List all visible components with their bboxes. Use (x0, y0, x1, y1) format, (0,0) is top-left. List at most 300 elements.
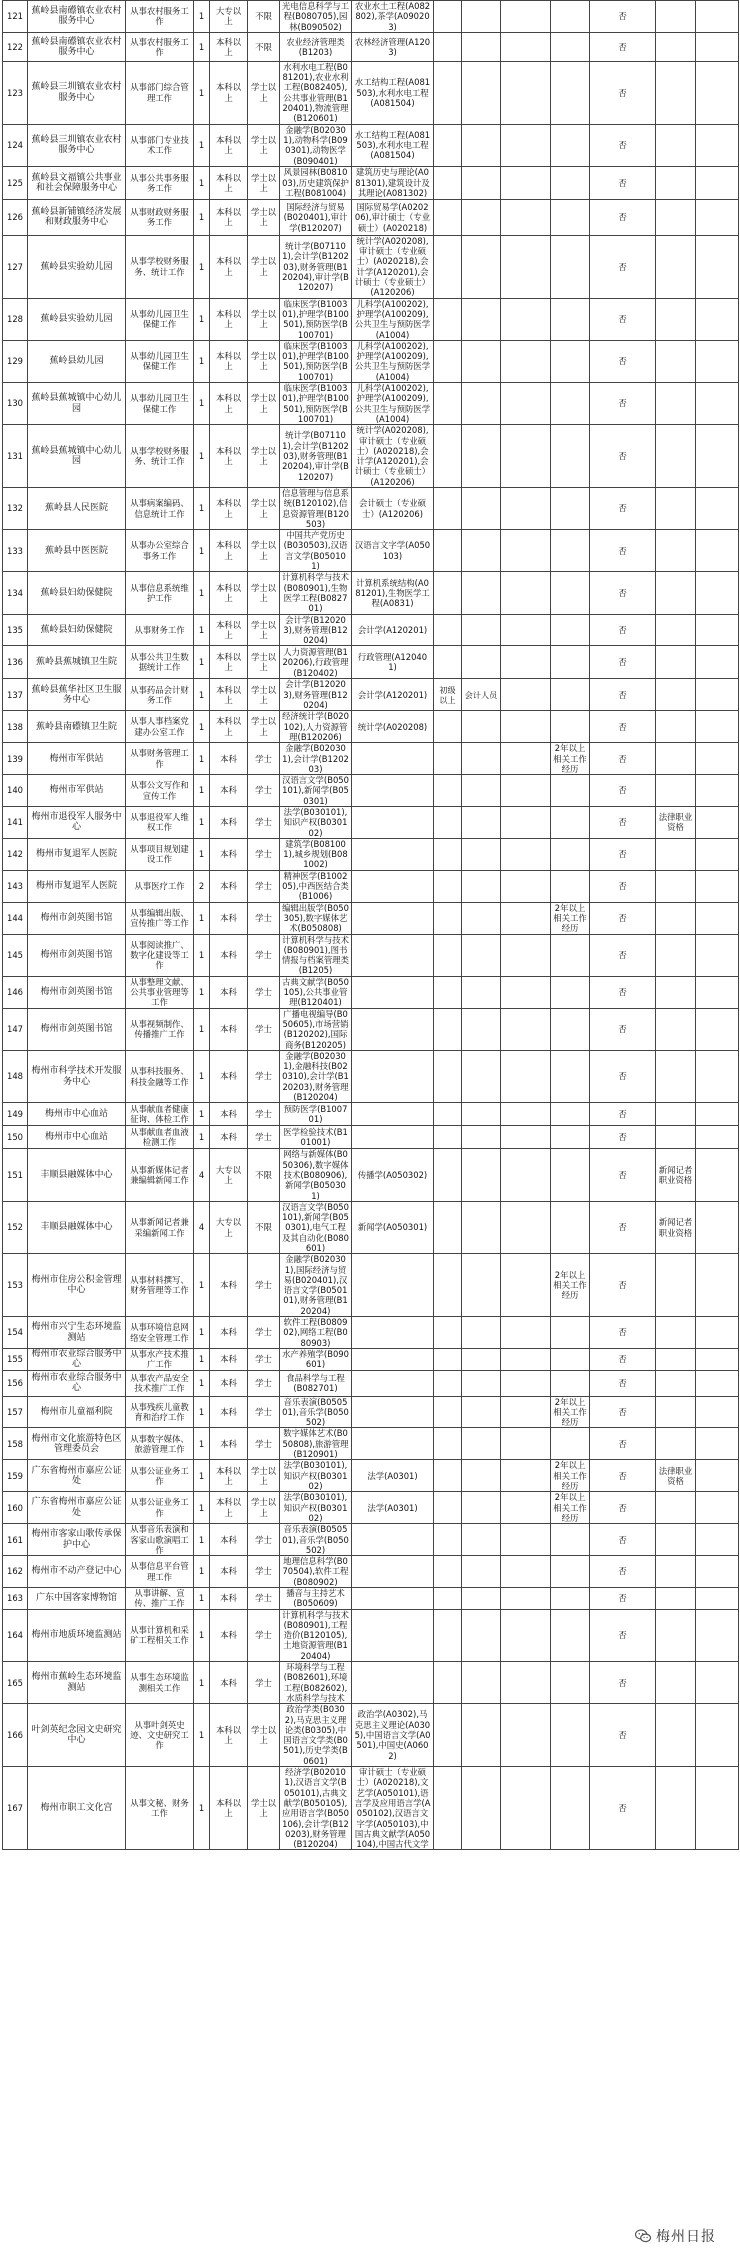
cell-major-2 (352, 1126, 434, 1149)
cell-title (462, 1201, 501, 1253)
cell-major-1: 人力资源管理(B120206),行政管理(B120402) (280, 646, 352, 679)
cell-level (501, 1050, 551, 1102)
cell-post: 从事文秘、财务工作 (126, 1767, 194, 1850)
cell-major-1: 广播电视编导(B050605),市场营销(B120202),国际商务(B120205) (280, 1008, 352, 1050)
cell-note: 法律职业资格 (656, 1460, 696, 1492)
cell-title (462, 1348, 501, 1370)
table-row (3, 902, 739, 934)
cell-unit: 梅州市科学技术开发服务中心 (28, 1050, 126, 1102)
table-row (3, 807, 739, 839)
cell-experience (551, 572, 590, 614)
cell-level (501, 614, 551, 646)
cell-major-2: 农业水土工程(A082802),茶学(A090203) (352, 1, 434, 33)
cell-major-1: 播音与主持艺术(B050609) (280, 1588, 352, 1610)
cell-unit: 蕉岭县蕉城镇中心幼儿园 (28, 383, 126, 425)
cell-count: 1 (194, 425, 210, 488)
cell-count: 1 (194, 976, 210, 1008)
cell-unit: 梅州市中心血站 (28, 1126, 126, 1149)
table-row (3, 934, 739, 976)
cell-major-3 (434, 743, 462, 775)
cell-experience (551, 1201, 590, 1253)
cell-major-2: 汉语言文字学(A050103) (352, 530, 434, 572)
cell-experience (551, 425, 590, 488)
cell-post: 从事幼儿园卫生保健工作 (126, 340, 194, 382)
cell-remark (696, 425, 739, 488)
cell-remark (696, 1201, 739, 1253)
cell-post: 从事幼儿园卫生保健工作 (126, 298, 194, 340)
cell-edu: 本科以上 (210, 124, 248, 166)
cell-title (462, 1317, 501, 1349)
cell-title (462, 32, 501, 61)
cell-level (501, 1201, 551, 1253)
cell-count: 1 (194, 199, 210, 235)
cell-title (462, 425, 501, 488)
cell-edu: 本科以上 (210, 425, 248, 488)
table-row (3, 1588, 739, 1610)
cell-title (462, 807, 501, 839)
cell-experience (551, 1767, 590, 1850)
cell-level (501, 870, 551, 902)
cell-major-1: 地理信息科学(B070504),软件工程(B080902) (280, 1556, 352, 1588)
cell-edu: 本科 (210, 1254, 248, 1317)
cell-degree: 学士 (248, 775, 280, 807)
cell-post: 从事水产技术推广工作 (126, 1348, 194, 1370)
cell-title (462, 530, 501, 572)
cell-major-2 (352, 1428, 434, 1460)
cell-experience (551, 870, 590, 902)
cell-major-1: 编辑出版学(B050305),数字媒体艺术(B050808) (280, 902, 352, 934)
cell-post: 从事公文写作和宣传工作 (126, 775, 194, 807)
cell-remark (696, 32, 739, 61)
cell-experience (551, 679, 590, 711)
cell-edu: 本科 (210, 1370, 248, 1396)
cell-other: 否 (590, 1588, 656, 1610)
cell-remark (696, 646, 739, 679)
cell-level (501, 976, 551, 1008)
cell-unit: 蕉岭县三圳镇农业农村服务中心 (28, 61, 126, 124)
cell-experience (551, 934, 590, 976)
cell-note (656, 1492, 696, 1524)
cell-other: 否 (590, 298, 656, 340)
watermark (628, 2223, 724, 2249)
cell-title (462, 838, 501, 870)
cell-no: 162 (3, 1556, 28, 1588)
table-row (3, 1050, 739, 1102)
cell-edu: 大专以上 (210, 1201, 248, 1253)
cell-no: 143 (3, 870, 28, 902)
cell-note (656, 340, 696, 382)
table-row (3, 1524, 739, 1556)
cell-remark (696, 383, 739, 425)
table-row (3, 1254, 739, 1317)
cell-edu: 本科 (210, 1662, 248, 1704)
cell-remark (696, 1662, 739, 1704)
cell-unit: 梅州市蕉岭生态环境监测站 (28, 1662, 126, 1704)
cell-major-3 (434, 902, 462, 934)
cell-note (656, 1704, 696, 1767)
cell-remark (696, 1008, 739, 1050)
cell-title (462, 61, 501, 124)
cell-degree: 学士以上 (248, 235, 280, 298)
cell-note (656, 1588, 696, 1610)
cell-edu: 本科 (210, 1126, 248, 1149)
cell-major-3 (434, 1103, 462, 1126)
cell-major-3 (434, 807, 462, 839)
cell-major-2: 建筑历史与理论(A081301),建筑设计及其理论(A081302) (352, 166, 434, 199)
cell-note (656, 1103, 696, 1126)
cell-degree: 学士以上 (248, 530, 280, 572)
cell-level (501, 679, 551, 711)
cell-remark (696, 1317, 739, 1349)
cell-other: 否 (590, 1149, 656, 1201)
cell-edu: 本科 (210, 1317, 248, 1349)
cell-level (501, 425, 551, 488)
cell-remark (696, 934, 739, 976)
cell-remark (696, 807, 739, 839)
cell-experience: 2年以上相关工作经历 (551, 1254, 590, 1317)
cell-remark (696, 711, 739, 743)
cell-post: 从事部门综合管理工作 (126, 61, 194, 124)
cell-major-1: 国际经济与贸易(B020401),审计学(B120207) (280, 199, 352, 235)
cell-other: 否 (590, 1317, 656, 1349)
cell-title (462, 1588, 501, 1610)
cell-level (501, 1767, 551, 1850)
cell-note (656, 530, 696, 572)
cell-level (501, 1149, 551, 1201)
cell-count: 1 (194, 1662, 210, 1704)
table-row (3, 1370, 739, 1396)
cell-experience (551, 646, 590, 679)
cell-title (462, 383, 501, 425)
cell-major-1: 中国共产党历史(B030503),汉语言文学(B050101) (280, 530, 352, 572)
cell-level (501, 838, 551, 870)
cell-experience (551, 1149, 590, 1201)
cell-major-3 (434, 1254, 462, 1317)
cell-note (656, 1396, 696, 1428)
cell-experience (551, 235, 590, 298)
cell-major-1: 光电信息科学与工程(B080705),园林(B090502) (280, 1, 352, 33)
cell-major-2 (352, 1556, 434, 1588)
cell-unit: 梅州市中心血站 (28, 1103, 126, 1126)
cell-major-3 (434, 1348, 462, 1370)
cell-unit: 梅州市文化旅游特色区管理委员会 (28, 1428, 126, 1460)
cell-no: 139 (3, 743, 28, 775)
cell-level (501, 1609, 551, 1661)
cell-note (656, 870, 696, 902)
cell-unit: 蕉岭县新铺镇经济发展和财政服务中心 (28, 199, 126, 235)
cell-no: 126 (3, 199, 28, 235)
cell-degree: 学士 (248, 976, 280, 1008)
cell-count: 1 (194, 1, 210, 33)
cell-major-3 (434, 32, 462, 61)
cell-note (656, 487, 696, 529)
cell-title (462, 646, 501, 679)
cell-count: 1 (194, 838, 210, 870)
cell-post: 从事信息平台管理工作 (126, 1556, 194, 1588)
cell-unit: 蕉岭县南礤镇农业农村服务中心 (28, 32, 126, 61)
cell-other: 否 (590, 646, 656, 679)
cell-remark (696, 1348, 739, 1370)
cell-count: 1 (194, 298, 210, 340)
cell-title (462, 298, 501, 340)
cell-major-3 (434, 1428, 462, 1460)
cell-unit: 蕉岭县实验幼儿园 (28, 235, 126, 298)
cell-note (656, 743, 696, 775)
cell-remark (696, 235, 739, 298)
cell-no: 132 (3, 487, 28, 529)
cell-degree: 学士以上 (248, 1492, 280, 1524)
cell-edu: 本科以上 (210, 235, 248, 298)
cell-post: 从事财务工作 (126, 614, 194, 646)
table-row (3, 743, 739, 775)
cell-post: 从事献血者健康征询、体检工作 (126, 1103, 194, 1126)
cell-count: 1 (194, 743, 210, 775)
table-row (3, 976, 739, 1008)
table-row (3, 235, 739, 298)
cell-level (501, 530, 551, 572)
cell-level (501, 711, 551, 743)
cell-count: 1 (194, 1396, 210, 1428)
cell-unit: 梅州市职工文化宫 (28, 1767, 126, 1850)
cell-major-2: 会计硕士（专业硕士）(A120206) (352, 487, 434, 529)
cell-other: 否 (590, 166, 656, 199)
cell-note (656, 1008, 696, 1050)
cell-post: 从事学校财务服务、统计工作 (126, 235, 194, 298)
cell-edu: 本科 (210, 1588, 248, 1610)
cell-degree: 学士以上 (248, 487, 280, 529)
table-row (3, 1460, 739, 1492)
cell-degree: 学士以上 (248, 61, 280, 124)
cell-no: 159 (3, 1460, 28, 1492)
cell-major-3 (434, 934, 462, 976)
cell-edu: 本科 (210, 838, 248, 870)
cell-other: 否 (590, 976, 656, 1008)
cell-title (462, 124, 501, 166)
cell-major-3 (434, 1050, 462, 1102)
cell-level (501, 646, 551, 679)
cell-other: 否 (590, 1348, 656, 1370)
cell-level (501, 166, 551, 199)
cell-unit: 广东省梅州市嘉应公证处 (28, 1492, 126, 1524)
cell-edu: 本科以上 (210, 679, 248, 711)
cell-experience (551, 1126, 590, 1149)
cell-remark (696, 1254, 739, 1317)
cell-post: 从事数字媒体、旅游管理工作 (126, 1428, 194, 1460)
cell-post: 从事视频制作、传播推广工作 (126, 1008, 194, 1050)
cell-count: 1 (194, 1767, 210, 1850)
cell-other: 否 (590, 1370, 656, 1396)
cell-level (501, 235, 551, 298)
cell-level (501, 1, 551, 33)
cell-experience (551, 166, 590, 199)
cell-post: 从事公证业务工作 (126, 1492, 194, 1524)
cell-other: 否 (590, 340, 656, 382)
cell-other: 否 (590, 614, 656, 646)
cell-count: 1 (194, 1126, 210, 1149)
cell-level (501, 1460, 551, 1492)
cell-level (501, 383, 551, 425)
cell-major-2: 统计学(A020208),审计硕士（专业硕士）(A020218),会计学(A120201),会计硕士（专业硕士）(A120206) (352, 235, 434, 298)
cell-title (462, 572, 501, 614)
cell-remark (696, 124, 739, 166)
cell-degree: 学士以上 (248, 383, 280, 425)
cell-experience (551, 1588, 590, 1610)
cell-other: 否 (590, 425, 656, 488)
cell-count: 1 (194, 614, 210, 646)
cell-post: 从事计算机和采矿工程相关工作 (126, 1609, 194, 1661)
cell-major-3 (434, 1201, 462, 1253)
cell-unit: 丰顺县融媒体中心 (28, 1149, 126, 1201)
cell-no: 130 (3, 383, 28, 425)
cell-major-1: 环境科学与工程(B082601),环境工程(B082602),水质科学与技术 (280, 1662, 352, 1704)
cell-major-1: 会计学(B120203),财务管理(B120204) (280, 614, 352, 646)
cell-title (462, 902, 501, 934)
cell-degree: 学士 (248, 1348, 280, 1370)
cell-note (656, 679, 696, 711)
table-row (3, 572, 739, 614)
cell-major-1: 计算机科学与技术(B080901),工程造价(B120105),土地资源管理(B120404) (280, 1609, 352, 1661)
cell-level (501, 902, 551, 934)
cell-edu: 本科 (210, 1103, 248, 1126)
cell-degree: 学士 (248, 1317, 280, 1349)
cell-major-1: 临床医学(B100301),护理学(B100501),预防医学(B100701) (280, 340, 352, 382)
table-row (3, 61, 739, 124)
cell-remark (696, 1050, 739, 1102)
cell-degree: 学士 (248, 1428, 280, 1460)
cell-major-3 (434, 1396, 462, 1428)
cell-unit: 梅州市军供站 (28, 743, 126, 775)
cell-major-1: 法学(B030101),知识产权(B030102) (280, 807, 352, 839)
cell-count: 2 (194, 870, 210, 902)
cell-level (501, 1428, 551, 1460)
cell-edu: 本科以上 (210, 1492, 248, 1524)
cell-experience (551, 976, 590, 1008)
cell-remark (696, 1126, 739, 1149)
cell-post: 从事农产品安全技术推广工作 (126, 1370, 194, 1396)
cell-unit: 蕉岭县南礤镇农业农村服务中心 (28, 1, 126, 33)
cell-major-1: 金融学(B020301),动物科学(B090301),动物医学(B090401) (280, 124, 352, 166)
cell-level (501, 32, 551, 61)
cell-level (501, 743, 551, 775)
cell-experience (551, 383, 590, 425)
cell-major-2: 传播学(A050302) (352, 1149, 434, 1201)
cell-major-2 (352, 976, 434, 1008)
cell-other: 否 (590, 711, 656, 743)
cell-count: 1 (194, 340, 210, 382)
cell-major-2: 新闻学(A050301) (352, 1201, 434, 1253)
cell-major-2: 行政管理(A120401) (352, 646, 434, 679)
cell-major-2 (352, 1370, 434, 1396)
cell-major-2: 政治学(A0302),马克思主义理论(A0305),中国语言文学(A0501),中国史(A0602) (352, 1704, 434, 1767)
cell-degree: 学士 (248, 902, 280, 934)
cell-count: 1 (194, 166, 210, 199)
cell-note (656, 572, 696, 614)
cell-major-3 (434, 1662, 462, 1704)
cell-major-3 (434, 838, 462, 870)
cell-no: 141 (3, 807, 28, 839)
cell-major-3 (434, 199, 462, 235)
cell-other: 否 (590, 1609, 656, 1661)
cell-note (656, 1126, 696, 1149)
cell-level (501, 61, 551, 124)
cell-level (501, 1317, 551, 1349)
cell-unit: 蕉岭县文福镇公共事业和社会保障服务中心 (28, 166, 126, 199)
cell-other: 否 (590, 199, 656, 235)
table-row (3, 298, 739, 340)
table-row (3, 1492, 739, 1524)
cell-count: 1 (194, 1103, 210, 1126)
table-row (3, 530, 739, 572)
cell-title (462, 1556, 501, 1588)
cell-unit: 广东省梅州市嘉应公证处 (28, 1460, 126, 1492)
cell-edu: 本科 (210, 870, 248, 902)
cell-degree: 不限 (248, 1, 280, 33)
cell-major-1: 食品科学与工程(B082701) (280, 1370, 352, 1396)
cell-other: 否 (590, 902, 656, 934)
cell-major-3 (434, 1524, 462, 1556)
cell-major-1: 农业经济管理类(B1203) (280, 32, 352, 61)
cell-remark (696, 340, 739, 382)
cell-major-1: 预防医学(B100701) (280, 1103, 352, 1126)
cell-degree: 学士以上 (248, 166, 280, 199)
cell-no: 155 (3, 1348, 28, 1370)
cell-edu: 本科以上 (210, 61, 248, 124)
cell-major-3 (434, 1370, 462, 1396)
cell-unit: 蕉岭县南礤镇卫生院 (28, 711, 126, 743)
cell-experience (551, 1050, 590, 1102)
cell-major-2: 计算机系统结构(A081201),生物医学工程(A0831) (352, 572, 434, 614)
cell-note (656, 1348, 696, 1370)
cell-other: 否 (590, 1008, 656, 1050)
cell-experience (551, 1524, 590, 1556)
cell-degree: 学士以上 (248, 199, 280, 235)
cell-degree: 学士 (248, 838, 280, 870)
cell-degree: 学士以上 (248, 124, 280, 166)
cell-remark (696, 1103, 739, 1126)
cell-no: 140 (3, 775, 28, 807)
cell-title (462, 1370, 501, 1396)
cell-count: 1 (194, 934, 210, 976)
cell-degree: 学士以上 (248, 1767, 280, 1850)
cell-note: 新闻记者职业资格 (656, 1149, 696, 1201)
cell-unit: 梅州市兴宁生态环境监测站 (28, 1317, 126, 1349)
cell-post: 从事办公室综合事务工作 (126, 530, 194, 572)
cell-unit: 蕉岭县蕉华社区卫生服务中心 (28, 679, 126, 711)
cell-level (501, 1008, 551, 1050)
cell-other: 否 (590, 1396, 656, 1428)
cell-major-3 (434, 870, 462, 902)
cell-note: 新闻记者职业资格 (656, 1201, 696, 1253)
cell-no: 135 (3, 614, 28, 646)
cell-unit: 蕉岭县实验幼儿园 (28, 298, 126, 340)
cell-level (501, 1396, 551, 1428)
cell-note (656, 383, 696, 425)
cell-major-1: 经济统计学(B020102),人力资源管理(B120206) (280, 711, 352, 743)
cell-experience (551, 1008, 590, 1050)
cell-remark (696, 166, 739, 199)
cell-unit: 梅州市剑英图书馆 (28, 976, 126, 1008)
cell-major-2 (352, 743, 434, 775)
cell-major-2: 法学(A0301) (352, 1460, 434, 1492)
cell-remark (696, 1609, 739, 1661)
cell-experience (551, 1317, 590, 1349)
cell-major-2 (352, 807, 434, 839)
cell-major-1: 法学(B030101),知识产权(B030102) (280, 1460, 352, 1492)
cell-remark (696, 1492, 739, 1524)
table-row (3, 1103, 739, 1126)
cell-major-1: 数字媒体艺术(B050808),旅游管理(B120901) (280, 1428, 352, 1460)
cell-major-3 (434, 646, 462, 679)
